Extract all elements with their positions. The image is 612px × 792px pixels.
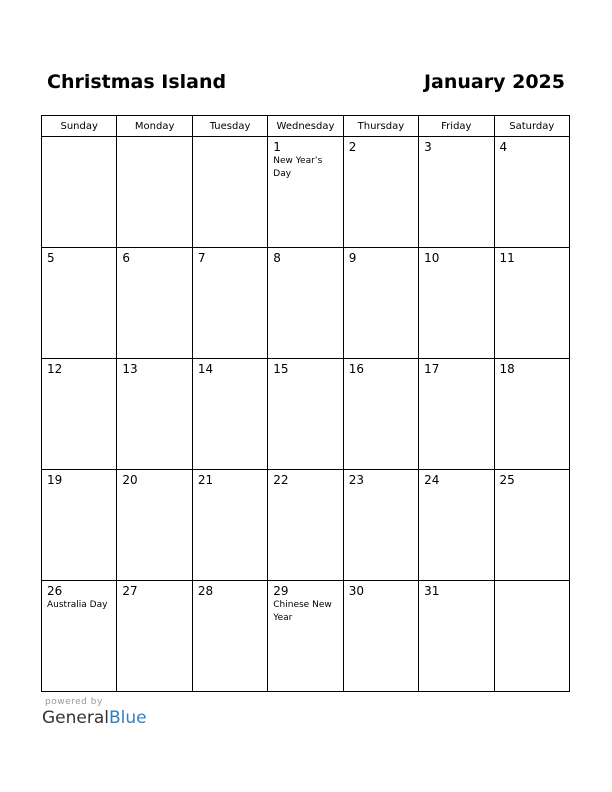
calendar-day-cell: [192, 359, 267, 470]
weekday-saturday: Saturday: [494, 116, 569, 137]
calendar-day-cell: [42, 248, 117, 359]
day-number: 15: [273, 362, 289, 376]
day-number: 31: [424, 584, 440, 598]
day-number: 20: [122, 473, 138, 487]
day-number: 10: [424, 251, 440, 265]
day-number: 8: [273, 251, 281, 265]
calendar-day-cell: [494, 581, 569, 692]
calendar-day-cell: [117, 248, 192, 359]
weekday-thursday: Thursday: [343, 116, 418, 137]
day-number: 13: [122, 362, 138, 376]
calendar-day-cell: [268, 248, 343, 359]
calendar-day-cell: [494, 359, 569, 470]
calendar-day-cell: [268, 581, 343, 692]
calendar-day-cell: [343, 359, 418, 470]
calendar-day-cell: [419, 359, 494, 470]
calendar-day-cell: [42, 470, 117, 581]
calendar-day-cell: [494, 248, 569, 359]
calendar-day-cell: [268, 359, 343, 470]
day-number: 7: [197, 251, 206, 265]
weekday-sunday: Sunday: [42, 116, 117, 137]
day-number: 29: [273, 584, 289, 598]
logo-blue-text: Blue: [109, 708, 147, 728]
day-number: 26: [47, 584, 63, 598]
holiday-label: Chinese New Year: [273, 600, 332, 623]
calendar-day-cell: [192, 137, 267, 248]
powered-by-label: powered by: [45, 697, 103, 707]
weekday-friday: Friday: [419, 116, 494, 137]
calendar-grid: [41, 115, 570, 692]
calendar-day-cell: [42, 359, 117, 470]
calendar-day-cell: [192, 581, 267, 692]
day-number: 21: [197, 473, 214, 487]
day-number: 14: [197, 362, 214, 376]
calendar-country-title: Christmas Island: [47, 71, 227, 93]
calendar-day-cell: [494, 470, 569, 581]
weekday-tuesday: Tuesday: [192, 116, 267, 137]
day-number: 19: [47, 473, 63, 487]
calendar-day-cell: [419, 137, 494, 248]
holiday-label: Australia Day: [47, 600, 108, 610]
day-number: 17: [424, 362, 440, 376]
calendar-day-cell: [494, 137, 569, 248]
calendar-day-cell: [419, 470, 494, 581]
calendar-week-row: [42, 137, 570, 248]
calendar-day-cell: [419, 581, 494, 692]
calendar-day-cell: [117, 359, 192, 470]
day-number: 24: [424, 473, 440, 487]
calendar-day-cell: [268, 470, 343, 581]
day-number: 3: [424, 140, 432, 154]
calendar-day-cell: [42, 581, 117, 692]
day-number: 9: [348, 251, 357, 265]
day-number: 23: [348, 473, 364, 487]
day-number: 27: [122, 584, 138, 598]
day-number: 12: [47, 362, 63, 376]
day-number: 1: [273, 140, 281, 154]
calendar-day-cell: [192, 470, 267, 581]
calendar-week-row: [42, 248, 570, 359]
day-number: 18: [499, 362, 515, 376]
calendar-day-cell: [192, 248, 267, 359]
calendar-week-row: [42, 470, 570, 581]
calendar-week-row: [42, 581, 570, 692]
day-number: 5: [47, 251, 55, 265]
day-number: 2: [348, 140, 357, 154]
day-number: 11: [499, 251, 515, 265]
calendar-day-cell: [117, 470, 192, 581]
calendar-day-cell: [117, 581, 192, 692]
calendar-day-cell: [343, 248, 418, 359]
calendar-body: [42, 137, 570, 692]
weekday-monday: Monday: [117, 116, 192, 137]
calendar-day-cell: [42, 137, 117, 248]
day-number: 4: [499, 140, 508, 154]
calendar-month-title: January 2025: [423, 71, 565, 93]
day-number: 6: [122, 251, 131, 265]
calendar-week-row: [42, 359, 570, 470]
calendar-day-cell: [117, 137, 192, 248]
calendar-day-cell: [343, 470, 418, 581]
day-number: 22: [273, 473, 289, 487]
day-number: 30: [348, 584, 364, 598]
calendar-day-cell: [343, 137, 418, 248]
calendar-day-cell: [343, 581, 418, 692]
day-number: 16: [348, 362, 364, 376]
generalblue-logo: [42, 708, 147, 728]
calendar-day-cell: [268, 137, 343, 248]
weekday-wednesday: Wednesday: [268, 116, 343, 137]
day-number: 28: [197, 584, 214, 598]
day-number: 25: [499, 473, 515, 487]
weekday-header-row: [42, 116, 570, 137]
calendar-day-cell: [419, 248, 494, 359]
logo-general-text: General: [42, 708, 109, 728]
holiday-label: New Year’s Day: [273, 156, 323, 179]
